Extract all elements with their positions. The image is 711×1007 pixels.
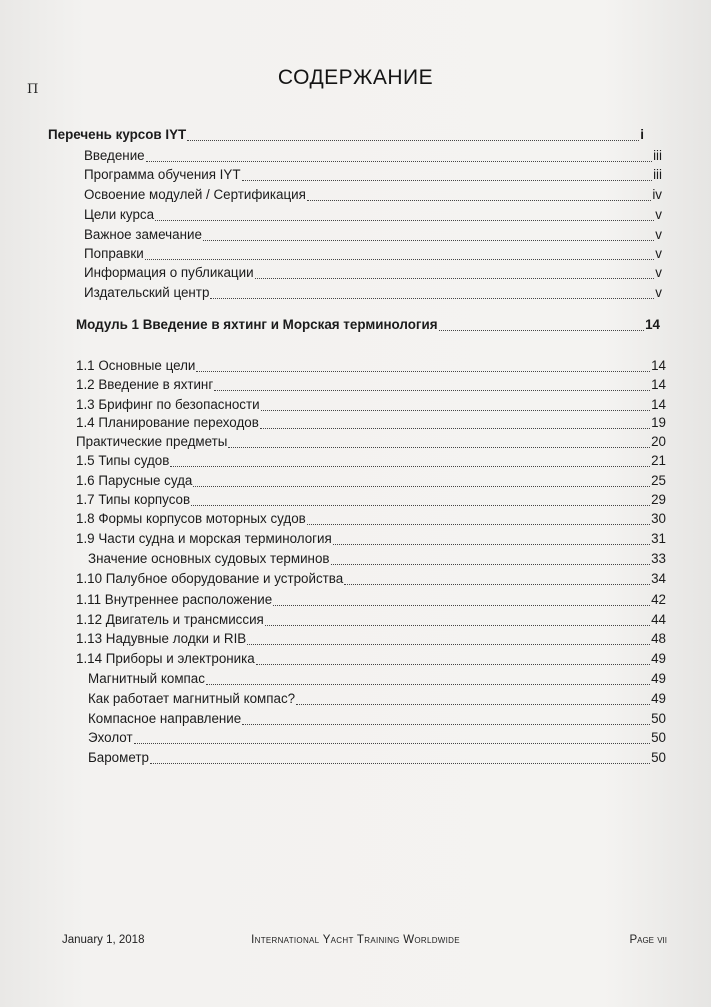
toc-entry-page: v bbox=[655, 207, 662, 222]
toc-entry bbox=[76, 316, 660, 334]
toc-leader-dots bbox=[228, 447, 650, 448]
toc-leader-dots bbox=[242, 180, 653, 181]
toc-entry-label: 1.5 Типы судов bbox=[76, 453, 170, 468]
toc-entry bbox=[88, 749, 666, 767]
toc-leader-dots bbox=[146, 161, 652, 162]
toc-entry-page: i bbox=[640, 127, 644, 142]
toc-entry bbox=[84, 245, 662, 263]
toc-leader-dots bbox=[196, 371, 650, 372]
toc-leader-dots bbox=[261, 410, 650, 411]
toc-leader-dots bbox=[307, 524, 650, 525]
toc-entry bbox=[76, 376, 666, 394]
toc-entry bbox=[88, 670, 666, 688]
toc-entry-label: 1.1 Основные цели bbox=[76, 358, 196, 373]
toc-entry-label: 1.6 Парусные суда bbox=[76, 473, 193, 488]
toc-entry bbox=[76, 414, 666, 432]
toc-entry bbox=[76, 433, 666, 451]
toc-entry bbox=[84, 186, 662, 204]
toc-entry-label: Практические предметы bbox=[76, 434, 228, 449]
toc-entry bbox=[76, 357, 666, 375]
toc-leader-dots bbox=[187, 140, 639, 141]
toc-entry-label: 1.7 Типы корпусов bbox=[76, 492, 191, 507]
toc-entry-page: v bbox=[655, 265, 662, 280]
toc-entry-label: Цели курса bbox=[84, 207, 155, 222]
toc-entry bbox=[76, 630, 666, 648]
toc-entry-page: 48 bbox=[651, 631, 666, 646]
toc-leader-dots bbox=[333, 544, 650, 545]
toc-entry-label: Магнитный компас bbox=[88, 671, 205, 686]
toc-entry-page: 44 bbox=[651, 612, 666, 627]
toc-entry-page: 50 bbox=[651, 730, 666, 745]
footer-publisher: International Yacht Training Worldwide bbox=[251, 934, 460, 946]
toc-entry-page: 14 bbox=[651, 377, 666, 392]
toc-entry-label: 1.8 Формы корпусов моторных судов bbox=[76, 511, 306, 526]
toc-entry-label: Значение основных судовых терминов bbox=[88, 551, 330, 566]
toc-entry bbox=[84, 206, 662, 224]
toc-entry-label: Издательский центр bbox=[84, 285, 210, 300]
toc-entry bbox=[48, 126, 644, 144]
toc-entry-label: Модуль 1 Введение в яхтинг и Морская терминология bbox=[76, 317, 438, 332]
toc-entry-label: 1.10 Палубное оборудование и устройства bbox=[76, 571, 344, 586]
toc-leader-dots bbox=[260, 428, 650, 429]
toc-leader-dots bbox=[265, 625, 650, 626]
toc-entry-page: v bbox=[655, 246, 662, 261]
toc-entry-page: 34 bbox=[651, 571, 666, 586]
toc-entry-page: 42 bbox=[651, 592, 666, 607]
toc-leader-dots bbox=[256, 664, 650, 665]
toc-entry-page: 14 bbox=[651, 358, 666, 373]
toc-leader-dots bbox=[344, 584, 650, 585]
toc-leader-dots bbox=[307, 200, 651, 201]
footer-page-number: Page vii bbox=[629, 934, 667, 946]
toc-leader-dots bbox=[206, 684, 650, 685]
page-title: СОДЕРЖАНИЕ bbox=[277, 66, 434, 89]
toc-leader-dots bbox=[214, 390, 650, 391]
toc-leader-dots bbox=[203, 240, 654, 241]
toc-entry-page: v bbox=[655, 285, 662, 300]
toc-entry bbox=[84, 147, 662, 165]
toc-entry bbox=[88, 550, 666, 568]
toc-leader-dots bbox=[273, 605, 650, 606]
toc-entry-page: 31 bbox=[651, 531, 666, 546]
toc-entry bbox=[76, 472, 666, 490]
toc-entry-page: 50 bbox=[651, 750, 666, 765]
toc-entry-label: Эхолот bbox=[88, 730, 133, 745]
toc-entry bbox=[84, 166, 662, 184]
toc-entry-page: 14 bbox=[651, 397, 666, 412]
toc-leader-dots bbox=[210, 298, 654, 299]
toc-entry-page: 49 bbox=[651, 651, 666, 666]
toc-entry-page: 25 bbox=[651, 473, 666, 488]
toc-entry-page: 14 bbox=[645, 317, 660, 332]
footer-date: January 1, 2018 bbox=[62, 934, 145, 946]
toc-entry-label: 1.9 Части судна и морская терминология bbox=[76, 531, 332, 546]
toc-entry bbox=[76, 530, 666, 548]
toc-leader-dots bbox=[150, 763, 650, 764]
corner-mark: П bbox=[27, 82, 39, 97]
toc-entry bbox=[76, 396, 666, 414]
toc-entry-page: 49 bbox=[651, 691, 666, 706]
toc-entry bbox=[88, 710, 666, 728]
toc-entry bbox=[84, 226, 662, 244]
toc-leader-dots bbox=[191, 505, 650, 506]
toc-entry-label: Компасное направление bbox=[88, 711, 242, 726]
toc-entry bbox=[76, 650, 666, 668]
toc-entry bbox=[88, 690, 666, 708]
toc-entry bbox=[76, 491, 666, 509]
toc-entry-page: v bbox=[655, 227, 662, 242]
toc-entry-label: Освоение модулей / Сертификация bbox=[84, 187, 306, 202]
toc-entry-page: iv bbox=[652, 187, 662, 202]
toc-entry-label: 1.14 Приборы и электроника bbox=[76, 651, 255, 666]
toc-entry-page: 21 bbox=[651, 453, 666, 468]
toc-entry bbox=[84, 264, 662, 282]
toc-entry-label: 1.4 Планирование переходов bbox=[76, 415, 259, 430]
toc-entry bbox=[76, 452, 666, 470]
toc-leader-dots bbox=[145, 259, 655, 260]
toc-entry-label: Как работает магнитный компас? bbox=[88, 691, 296, 706]
toc-entry-page: 19 bbox=[651, 415, 666, 430]
toc-entry bbox=[76, 611, 666, 629]
toc-entry-label: Перечень курсов IYT bbox=[48, 127, 187, 142]
toc-entry bbox=[76, 591, 666, 609]
toc-entry bbox=[76, 510, 666, 528]
toc-entry-label: 1.12 Двигатель и трансмиссия bbox=[76, 612, 264, 627]
toc-entry-page: 49 bbox=[651, 671, 666, 686]
toc-leader-dots bbox=[170, 466, 650, 467]
toc-entry-page: 33 bbox=[651, 551, 666, 566]
toc-leader-dots bbox=[247, 644, 650, 645]
toc-leader-dots bbox=[439, 330, 645, 331]
toc-leader-dots bbox=[255, 278, 655, 279]
toc-entry-page: 50 bbox=[651, 711, 666, 726]
toc-entry-page: iii bbox=[653, 167, 662, 182]
toc-entry-label: Программа обучения IYT bbox=[84, 167, 241, 182]
toc-entry-label: Поправки bbox=[84, 246, 144, 261]
toc-entry-page: iii bbox=[653, 148, 662, 163]
toc-entry-label: 1.2 Введение в яхтинг bbox=[76, 377, 214, 392]
toc-entry-label: 1.13 Надувные лодки и RIB bbox=[76, 631, 247, 646]
toc-leader-dots bbox=[296, 704, 650, 705]
toc-entry-label: 1.11 Внутреннее расположение bbox=[76, 592, 273, 607]
toc-entry bbox=[76, 570, 666, 588]
toc-leader-dots bbox=[155, 220, 654, 221]
toc-entry-page: 29 bbox=[651, 492, 666, 507]
toc-entry-label: Барометр bbox=[88, 750, 149, 765]
toc-leader-dots bbox=[134, 743, 651, 744]
toc-entry-label: Введение bbox=[84, 148, 145, 163]
toc-entry bbox=[88, 729, 666, 747]
toc-entry-label: 1.3 Брифинг по безопасности bbox=[76, 397, 260, 412]
toc-entry-label: Информация о публикации bbox=[84, 265, 254, 280]
toc-leader-dots bbox=[242, 724, 650, 725]
toc-entry-page: 30 bbox=[651, 511, 666, 526]
toc-leader-dots bbox=[193, 486, 650, 487]
toc-entry-page: 20 bbox=[651, 434, 666, 449]
toc-leader-dots bbox=[331, 564, 651, 565]
toc-entry-label: Важное замечание bbox=[84, 227, 202, 242]
toc-entry bbox=[84, 284, 662, 302]
